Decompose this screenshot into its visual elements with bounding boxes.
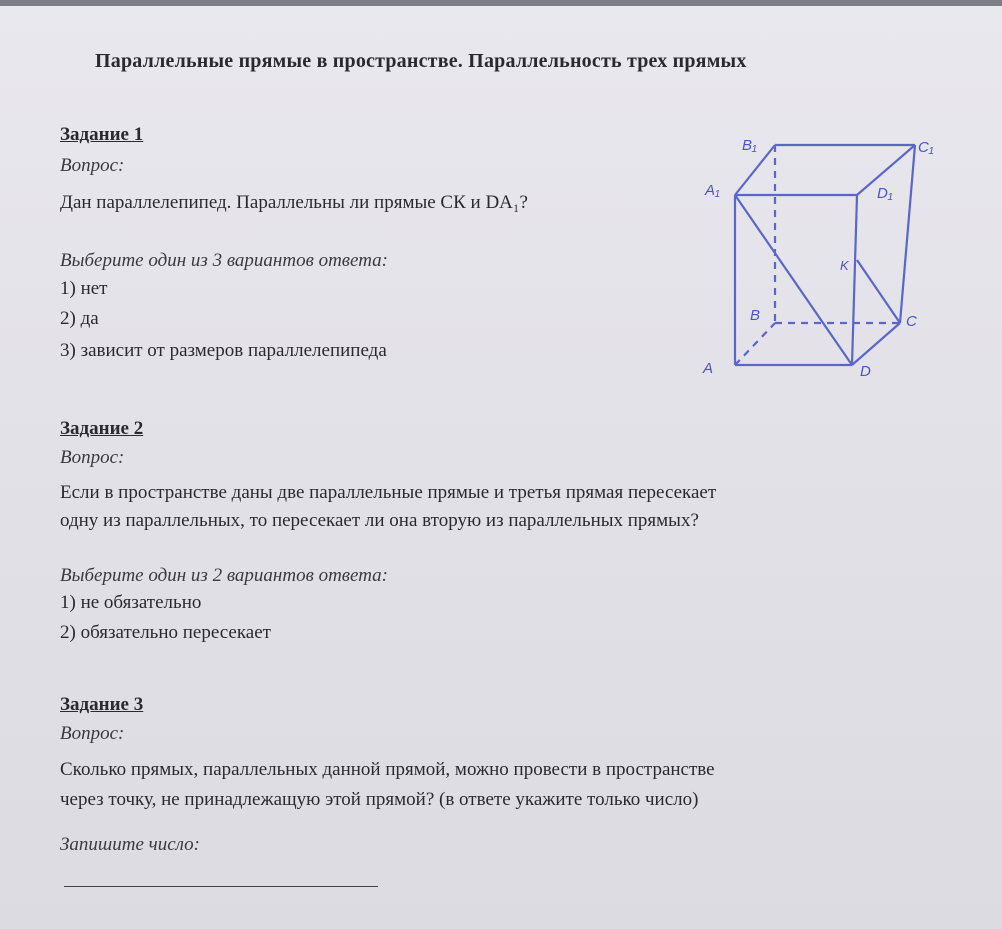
task-1-option-3[interactable]: 3) зависит от размеров параллелепипеда [60, 340, 387, 361]
vertex-label-b: B [750, 307, 761, 324]
task-2-option-1[interactable]: 1) не обязательно [60, 592, 202, 613]
task-1-option-2[interactable]: 2) да [60, 308, 99, 329]
edge-d1d [852, 195, 857, 365]
vertex-label-d: D [860, 363, 871, 380]
task-1-instruction: Выберите один из 3 вариантов ответа: [60, 250, 389, 271]
task-3-instruction: Запишите число: [60, 834, 200, 855]
task-2-question-label: Вопрос: [60, 447, 125, 468]
task-2-question-line-2: одну из параллельных, то пересекает ли она вторую из параллельных прямых? [60, 510, 699, 531]
task-1-heading: Задание 1 [60, 124, 144, 145]
edge-c1c [900, 145, 915, 323]
top-edge [0, 0, 1002, 6]
parallelepiped-figure [695, 120, 955, 385]
page-title: Параллельные прямые в пространстве. Параллельность трех прямых [95, 50, 747, 72]
point-label-k: K [840, 258, 849, 273]
task-3-question-line-1: Сколько прямых, параллельных данной прямой, можно провести в пространстве [60, 759, 715, 780]
vertex-label-a1: A₁ [705, 182, 720, 199]
task-2-instruction: Выберите один из 2 вариантов ответа: [60, 565, 389, 586]
segment-ck [857, 260, 900, 323]
task-3-question-label: Вопрос: [60, 723, 125, 744]
edge-ab-hidden [735, 323, 775, 365]
task-2-question-line-1: Если в пространстве даны две параллельные прямые и третья прямая пересекает [60, 482, 717, 503]
task-2-option-2[interactable]: 2) обязательно пересекает [60, 622, 271, 643]
vertex-label-c: C [906, 313, 917, 330]
segment-da1 [735, 195, 852, 365]
vertex-label-b1: B₁ [742, 137, 757, 154]
vertex-label-a: A [703, 360, 714, 377]
task-1-question-text: Дан параллелепипед. Параллельны ли прямые СК и DA₁? [60, 192, 528, 213]
answer-input-line[interactable] [64, 886, 378, 887]
vertex-label-c1: C₁ [918, 139, 934, 156]
edge-dc [852, 323, 900, 365]
task-1-option-1[interactable]: 1) нет [60, 278, 108, 299]
task-3-heading: Задание 3 [60, 694, 144, 715]
vertex-label-d1: D₁ [877, 185, 893, 202]
task-1-question-label: Вопрос: [60, 155, 125, 176]
task-2-heading: Задание 2 [60, 418, 144, 439]
task-3-question-line-2: через точку, не принадлежащую этой прямой? (в ответе укажите только число) [60, 789, 699, 810]
